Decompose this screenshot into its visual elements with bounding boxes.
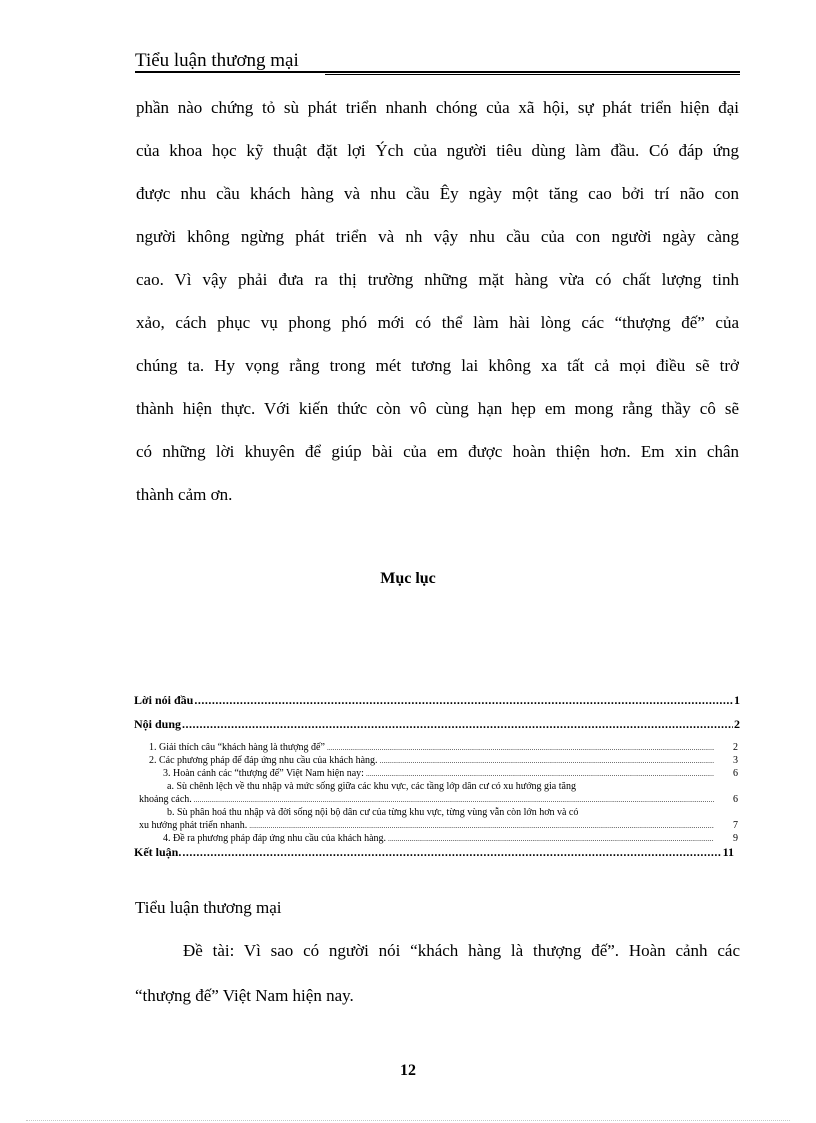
toc-entry-page: 3 [733,755,738,766]
paragraph-line: người không ngừng phát triển và nh vậy nhu cầu của con người ngày càng [136,227,739,246]
toc-entry-label: 4. Đề ra phương pháp đáp ứng nhu cầu của khách hàng. [163,833,387,844]
header-title: Tiểu luận thương mại [135,50,299,71]
header-rule [135,71,740,73]
toc-entry-3[interactable] [134,767,740,780]
toc-entry-3b-continuation[interactable] [134,819,740,832]
toc-entry-page: 7 [733,820,738,831]
toc-entry-page: 1 [734,693,740,707]
toc-leader [194,793,714,807]
toc-entry-label: Nội dung [134,717,182,731]
toc-entry-page: 11 [722,845,734,859]
paragraph-line: của khoa học kỹ thuật đặt lợi Ých của người tiêu dùng làm đầu. Có đáp ứng [136,141,739,160]
toc-entry-noi-dung[interactable] [134,717,740,741]
topic-paragraph [135,938,740,1028]
toc-entry-label: 1. Giải thích câu “khách hàng là thượng đế” [149,742,325,753]
toc-leader [388,832,714,846]
page-edge [26,1120,790,1121]
paragraph-line: thành hiện thực. Với kiến thức còn vô cùng hạn hẹp em mong rằng thầy cô sẽ [136,399,739,418]
toc-entry-4[interactable] [134,832,740,845]
paragraph-line: Đề tài: Vì sao có người nói “khách hàng là thượng đế”. Hoàn cảnh các [183,941,740,960]
page-header [135,50,740,74]
toc-entry-2[interactable] [134,754,740,767]
toc-entry-page: 6 [733,794,738,805]
page-number: 12 [400,1062,416,1079]
toc-leader [327,741,714,755]
toc-entry-3b[interactable] [134,806,740,819]
toc-heading: Mục lục [380,570,436,587]
toc-leader [366,767,714,781]
paragraph-line: phần nào chứng tỏ sù phát triển nhanh chóng của xã hội, sự phát triển hiện đại [136,98,739,117]
toc-leader [182,717,733,732]
paragraph-line: xảo, cách phục vụ phong phó mới có thể làm hài lòng các “thượng đế” của [136,313,739,332]
paragraph-line: thành cảm ơn. [136,485,233,504]
section-title: Tiểu luận thương mại [135,898,282,917]
paragraph-line: chúng ta. Hy vọng rằng trong mét tương lai không xa tất cả mọi điều sẽ trở [136,356,739,375]
toc-entry-label: Lời nói đầu [134,693,194,707]
toc-entry-label: Kết luận. [134,845,182,859]
toc-entry-label: b. Sù phân hoá thu nhập và đời sống nội bộ dân cư của từng khu vực, từng vùng vẫn còn lớn hơn và có [167,807,579,818]
toc-entry-label: a. Sù chênh lệch về thu nhập và mức sống giữa các khu vực, các tầng lớp dân cư có xu hướng gia tăng [167,781,576,792]
toc-entry-label: khoảng cách. [139,794,192,805]
paragraph-line: cao. Vì vậy phải đưa ra thị trường những mặt hàng vừa có chất lượng tinh [136,270,739,289]
toc-entry-1[interactable] [134,741,740,754]
toc-entry-ket-luan[interactable] [134,845,734,865]
toc-entry-label: xu hướng phát triển nhanh. [139,820,248,831]
paragraph-line: có những lời khuyên để giúp bài của em được hoàn thiện hơn. Em xin chân [136,442,739,461]
toc-entry-3a-continuation[interactable] [134,793,740,806]
header-rule-thin [325,74,740,75]
toc-entry-label: 2. Các phương pháp để đáp ứng nhu cầu của khách hàng. [149,755,378,766]
paragraph-line: “thượng đế” Việt Nam hiện nay. [135,986,354,1005]
toc-leader [194,693,733,708]
table-of-contents [134,693,740,865]
toc-entry-page: 2 [734,717,740,731]
intro-paragraph [136,95,739,525]
toc-entry-label: 3. Hoàn cảnh các “thượng đế” Việt Nam hiện nay: [163,768,364,779]
toc-entry-3a[interactable] [134,780,740,793]
paragraph-line: được nhu cầu khách hàng và nhu cầu Êy ngày một tăng cao bởi trí não con [136,184,739,203]
toc-entry-page: 2 [733,742,738,753]
toc-entry-page: 6 [733,768,738,779]
toc-entry-page: 9 [733,833,738,844]
toc-leader [380,754,714,768]
toc-leader [182,845,721,860]
toc-entry-loi-noi-dau[interactable] [134,693,740,717]
toc-leader [249,819,714,833]
